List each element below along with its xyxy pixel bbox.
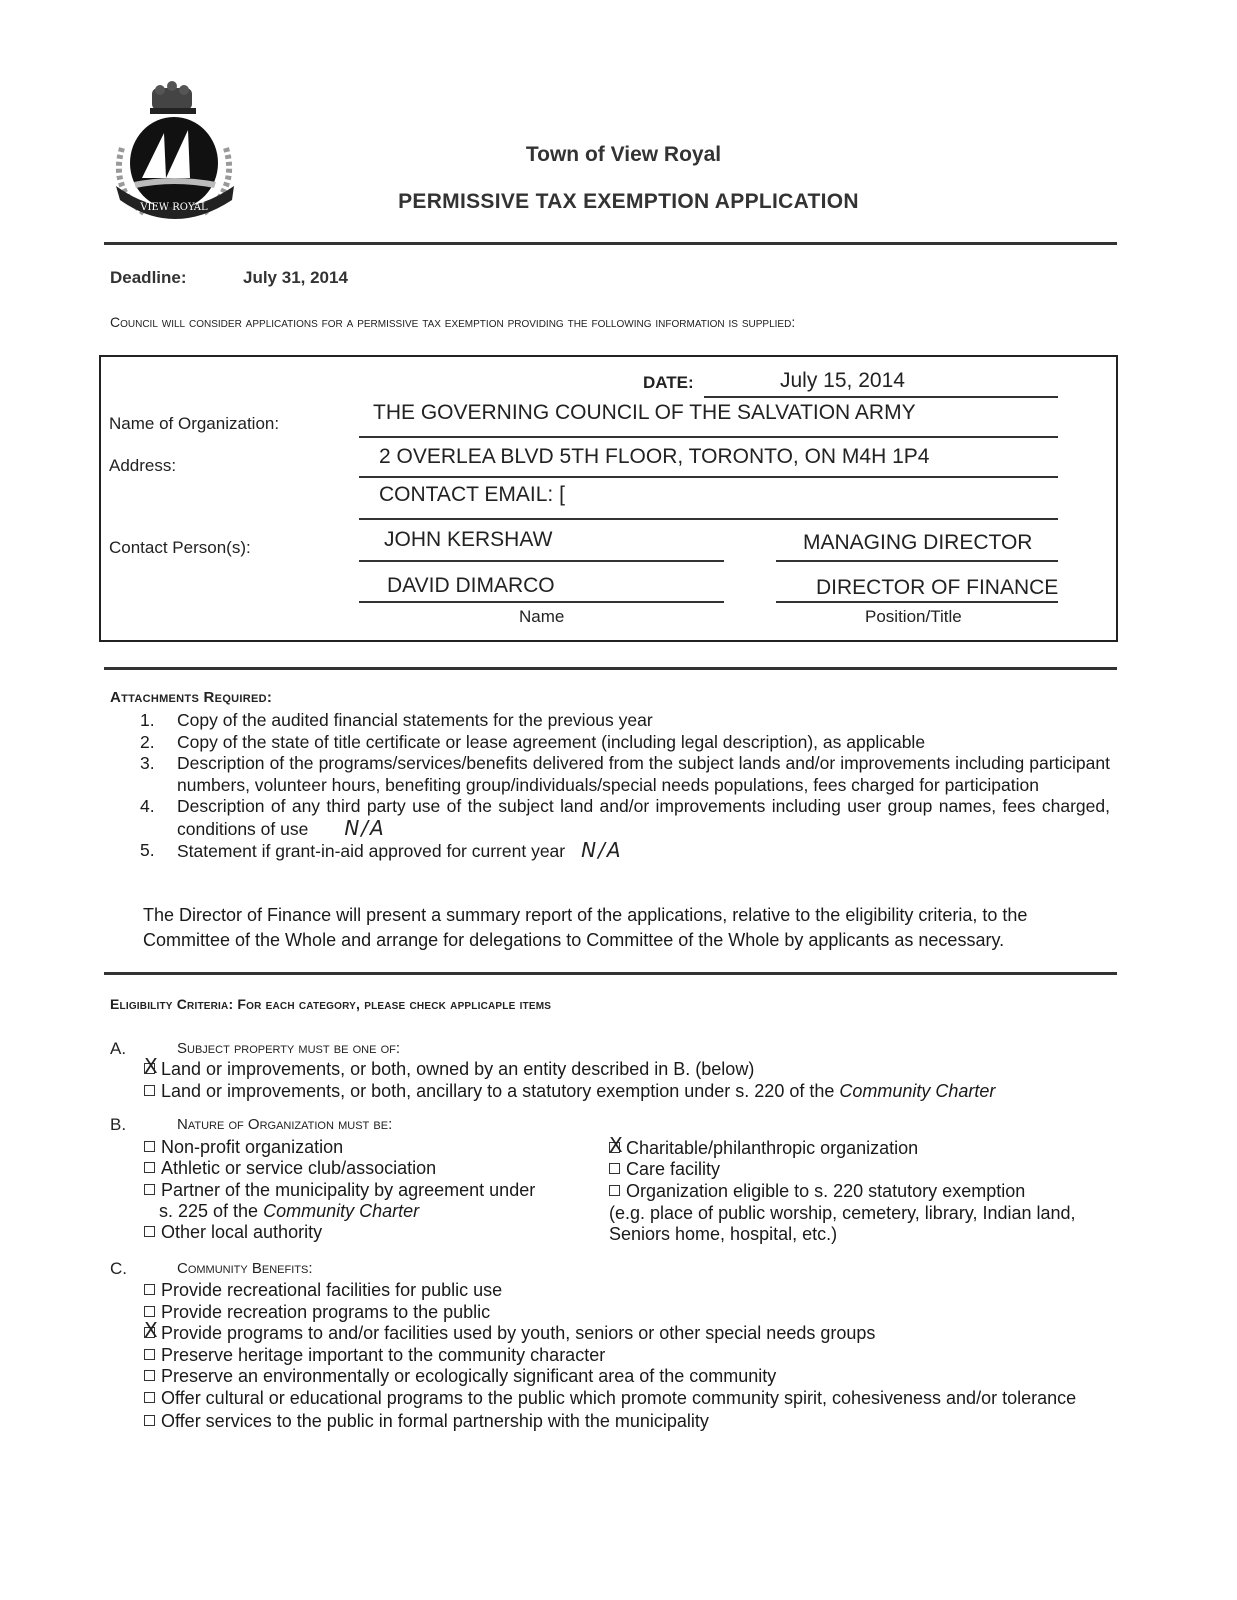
option-c5[interactable]: Preserve an environmentally or ecologically significant area of the community [144,1366,776,1387]
contact-email-field[interactable]: CONTACT EMAIL: [ [379,483,565,506]
checkbox[interactable] [144,1226,155,1237]
title-caption: Position/Title [865,607,962,626]
option-b-athletic[interactable]: Athletic or service club/association [144,1158,436,1179]
header-divider [104,242,1117,245]
item-text: Statement if grant-in-aid approved for current year N/A [177,838,623,862]
option-c3[interactable]: XProvide programs to and/or facilities used by youth, seniors or other special needs groups [144,1323,875,1344]
handwritten-note: N/A [344,815,386,840]
item-text: Description of any third party use of the subject land and/or improvements including user group names, fees charged, conditions of use N/A [177,796,1110,840]
handwritten-note: N/A [581,838,623,862]
item-text: Description of the programs/services/benefits delivered from the subject lands and/or improvements including participant numbers, volunteer hours, benefiting group/individuals/special needs populations, fees charged for participation [177,753,1110,795]
section-b-letter: B. [110,1115,127,1134]
title-underline-1 [776,560,1058,562]
checkbox[interactable] [144,1349,155,1360]
name-underline-1 [359,560,724,562]
contact-title-1[interactable]: MANAGING DIRECTOR [803,531,1033,554]
option-c2[interactable]: Provide recreation programs to the public [144,1302,490,1323]
list-item [140,753,1110,796]
svg-text:VIEW ROYAL: VIEW ROYAL [140,202,208,213]
name-underline-2 [359,601,724,603]
attachments-title: Attachments Required: [110,689,273,706]
option-c4[interactable]: Preserve heritage important to the community character [144,1345,605,1366]
checkbox[interactable] [144,1162,155,1173]
item-text: Copy of the audited financial statements for the previous year [177,710,653,730]
name-caption: Name [519,607,565,626]
list-item [140,840,1110,863]
checkbox-checked[interactable] [144,1063,155,1074]
title-underline-2 [776,601,1058,603]
item-number: 4. [140,796,155,816]
deadline-value: July 31, 2014 [243,268,348,287]
checkbox[interactable] [144,1370,155,1381]
section-divider-1 [104,667,1117,670]
list-item [140,710,1110,732]
email-underline [359,518,1058,520]
option-b-s220-note: (e.g. place of public worship, cemetery, library, Indian land, [609,1203,1076,1223]
checkbox[interactable] [144,1392,155,1403]
town-title: Town of View Royal [525,143,722,166]
option-a1[interactable]: XLand or improvements, or both, owned by an entity described in B. (below) [144,1059,754,1080]
checkbox-checked[interactable] [144,1327,155,1338]
section-c-heading: Community Benefits: [177,1260,313,1277]
contact-title-2[interactable]: DIRECTOR OF FINANCE [816,576,1059,599]
list-item [140,796,1110,840]
item-number: 3. [140,753,155,773]
form-title: PERMISSIVE TAX EXEMPTION APPLICATION [398,190,859,213]
checkbox[interactable] [144,1184,155,1195]
section-a-letter: A. [110,1039,127,1058]
contact-name-1[interactable]: JOHN KERSHAW [384,528,553,551]
option-b-other[interactable]: Other local authority [144,1222,322,1243]
org-name-field[interactable]: THE GOVERNING COUNCIL OF THE SALVATION ARMY [373,401,916,424]
section-b-heading: Nature of Organization must be: [177,1116,393,1133]
option-c1[interactable]: Provide recreational facilities for public use [144,1280,502,1301]
item-number: 2. [140,731,155,752]
address-field[interactable]: 2 OVERLEA BLVD 5TH FLOOR, TORONTO, ON M4H 1P4 [379,445,930,468]
option-c6[interactable]: Offer cultural or educational programs to the public which promote community spirit, cohesiveness and/or tolerance [144,1388,1076,1409]
option-c7[interactable]: Offer services to the public in formal partnership with the municipality [144,1411,709,1432]
option-a2[interactable]: Land or improvements, or both, ancillary to a statutory exemption under s. 220 of the Community Charter [144,1081,995,1102]
option-b-s220[interactable]: Organization eligible to s. 220 statutory exemption [609,1181,1025,1202]
finance-paragraph: The Director of Finance will present a summary report of the applications, relative to the eligibility criteria, to the Committee of the Whole and arrange for delegations to Committee of the Whole by applicants as necessary. [143,905,1028,950]
option-b-partner-cont: s. 225 of the Community Charter [159,1201,420,1221]
date-field[interactable]: July 15, 2014 [780,369,905,392]
address-underline [359,476,1058,478]
checkbox-checked[interactable] [609,1142,620,1153]
checkbox[interactable] [609,1185,620,1196]
option-b-care[interactable]: Care facility [609,1159,720,1180]
checkbox[interactable] [144,1284,155,1295]
item-number: 1. [140,710,155,730]
option-b-charitable[interactable]: XCharitable/philanthropic organization [609,1138,918,1159]
deadline-label: Deadline: [110,268,187,287]
date-underline [704,396,1058,398]
org-label: Name of Organization: [109,414,280,433]
option-b-partner[interactable]: Partner of the municipality by agreement under [144,1180,535,1201]
section-c-letter: C. [110,1259,127,1278]
item-number: 5. [140,840,155,860]
checkbox[interactable] [144,1306,155,1317]
section-a-heading: Subject property must be one of: [177,1040,401,1057]
item-text: Copy of the state of title certificate or lease agreement (including legal description), as applicable [177,731,926,752]
option-b-nonprofit[interactable]: Non-profit organization [144,1137,343,1158]
checkbox[interactable] [144,1141,155,1152]
list-item [140,732,1110,754]
eligibility-title: Eligibility Criteria: For each category, please check applicaple items [110,996,552,1012]
checkbox[interactable] [144,1085,155,1096]
contact-name-2[interactable]: DAVID DIMARCO [387,574,555,597]
section-divider-2 [104,972,1117,975]
contact-label: Contact Person(s): [109,538,251,557]
option-b-s220-note-2: Seniors home, hospital, etc.) [609,1224,838,1244]
date-label: DATE: [643,373,694,392]
address-label: Address: [109,456,177,475]
intro-text: Council will consider applications for a permissive tax exemption providing the following information is supplied: [110,314,796,330]
attachments-list [140,710,1110,863]
checkbox[interactable] [144,1415,155,1426]
checkbox[interactable] [609,1163,620,1174]
org-underline [359,436,1058,438]
